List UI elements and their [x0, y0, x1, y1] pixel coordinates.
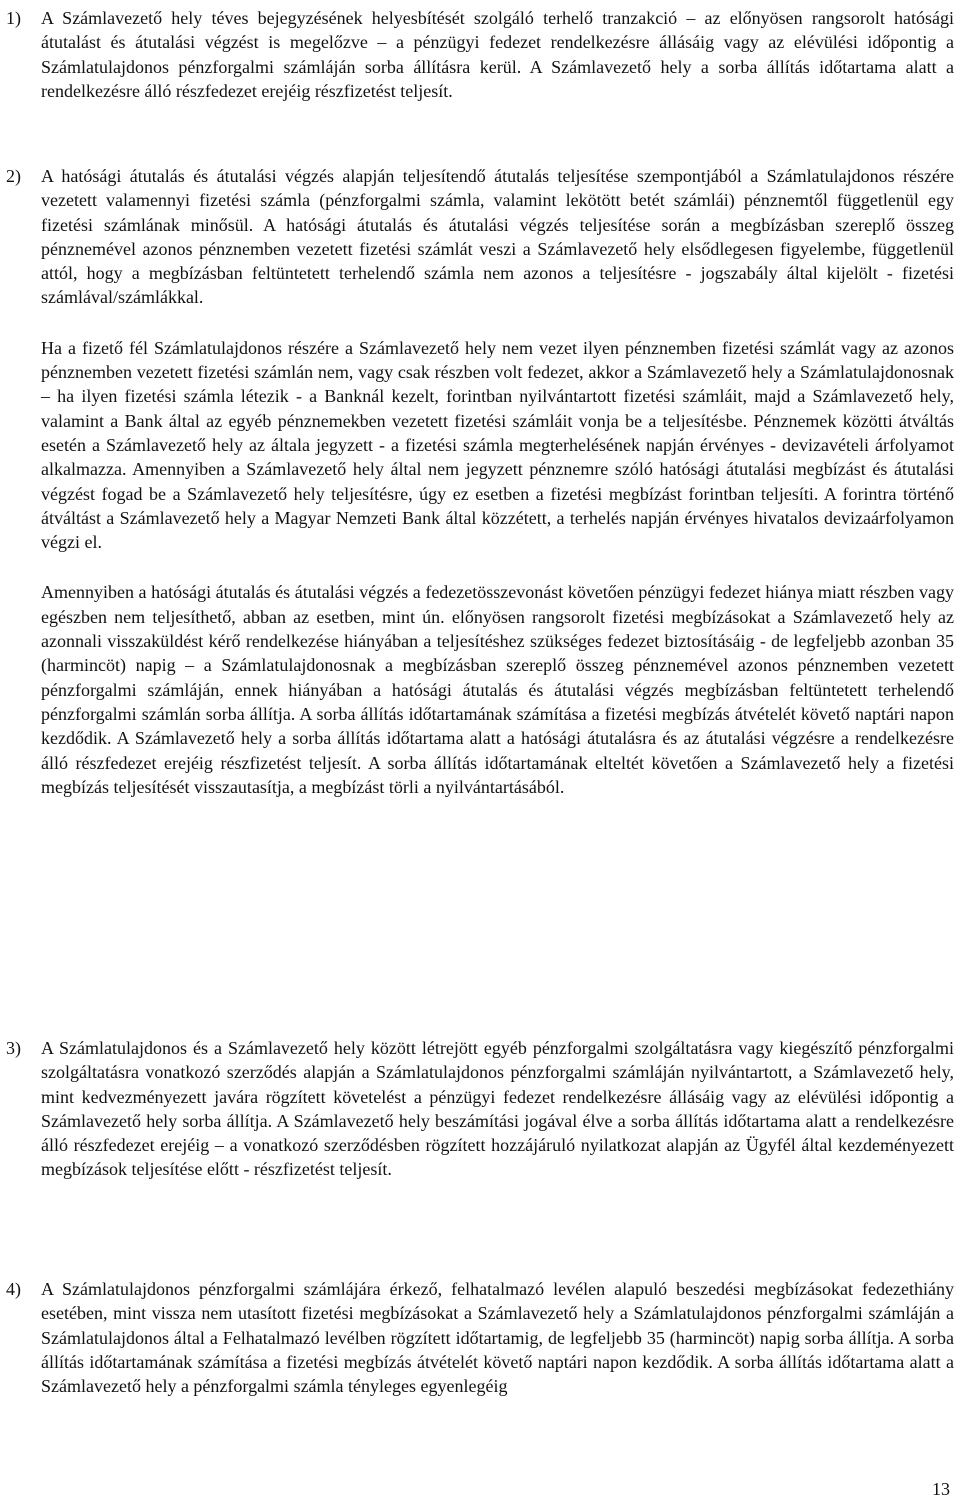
- list-item-number: 2): [6, 166, 21, 186]
- paragraph: Ha a fizető fél Számlatulajdonos részére a Számlavezető hely nem vezet ilyen pénznemben fizetési számlát vagy az azonos pénznemben vezetett fizetési számlán nem, vagy csak részben volt fedezet, akkor a Számlavezető hely a Számlatulajdonosnak – ha ilyen fizetési számla létezik - a Banknál kezelt, forintban nyilvántartott fizetési számláit, majd a Számlavezető hely, valamint a Bank által az egyéb pénznemekben vezetett fizetési számláit vonja be a teljesítésbe. Pénznemek közötti átváltás esetén a Számlavezető hely az általa jegyzett - a fizetési számla megterhelésének napján érvényes - devizavételi árfolyamot alkalmazza. Amennyiben a Számlavezető hely által nem jegyzett pénznemre szóló hatósági átutalási megbízást és átutalási végzést fogad be a Számlavezető hely teljesítésre, úgy ez esetben a fizetési megbízást forintban teljesíti. A forintra történő átváltást a Számlavezető hely a Magyar Nemzeti Bank által közzétett, a terhelés napján érvényes hivatalos devizaárfolyamon végzi el.: [41, 337, 954, 553]
- paragraph: A Számlavezető hely téves bejegyzésének helyesbítését szolgáló terhelő tranzakció – az előnyösen rangsorolt hatósági átutalást és átutalási végzést is megelőzve – a pénzügyi fedezet rendelkezésre állásáig vagy az elévülési időpontig a Számlatulajdonos pénzforgalmi számláján sorba állításra kerül. A Számlavezető hely a sorba állítás időtartama alatt a rendelkezésre álló részfedezet erejéig részfizetést teljesít.: [41, 8, 954, 101]
- paragraph: A Számlatulajdonos pénzforgalmi számlájára érkező, felhatalmazó levélen alapuló beszedési megbízásokat fedezethiány esetében, mint vissza nem utasított fizetési megbízásokat a Számlavezető hely a Számlatulajdonos pénzforgalmi számláján a Számlatulajdonos által a Felhatalmazó levélben rögzített időtartamig, de legfeljebb 35 (harmincöt) napig sorba állítja. A sorba állítás időtartamának számítása a fizetési megbízás átvételét követő naptári napon kezdődik. A sorba állítás időtartama alatt a Számlavezető hely a pénzforgalmi számla tényleges egyenlegéig: [41, 1279, 954, 1397]
- list-item-number: 1): [6, 8, 21, 28]
- list-item-3: [6, 1036, 954, 1182]
- list-item-1: [6, 6, 954, 103]
- page-number: 13: [932, 1478, 950, 1499]
- paragraph: A hatósági átutalás és átutalási végzés alapján teljesítendő átutalás teljesítése szempontjából a Számlatulajdonos részére vezetett valamennyi fizetési számla (pénzforgalmi számla, valamint lekötött betét számlái) pénznemtől függetlenül egy fizetési számlának minősül. A hatósági átutalás és átutalási végzés teljesítése során a megbízásban szereplő összeg pénznemével azonos pénznemben vezetett fizetési számlát veszi a Számlavezető hely elsődlegesen figyelembe, függetlenül attól, hogy a megbízásban feltüntetett terhelendő számla nem azonos a teljesítésre - jogszabály által kijelölt - fizetési számlával/számlákkal.: [41, 166, 954, 308]
- list-item-number: 3): [6, 1038, 21, 1058]
- list-item-2: [6, 164, 954, 799]
- paragraph: Amennyiben a hatósági átutalás és átutalási végzés a fedezetösszevonást követően pénzügyi fedezet hiánya miatt részben vagy egészben nem teljesíthető, abban az esetben, mint ún. előnyösen rangsorolt fizetési megbízásokat a Számlavezető hely az azonnali visszaküldést kérő rendelkezése hiányában a teljesítéshez szükséges fedezet biztosításáig - de legfeljebb azonban 35 (harmincöt) napig – a Számlatulajdonosnak a megbízásban szereplő összeg pénznemével azonos pénznemben vezetett pénzforgalmi számláján, ennek hiányában a hatósági átutalás és átutalási végzés megbízásban feltüntetett terhelendő pénzforgalmi számlán sorba állítja. A sorba állítás időtartamának számítása a fizetési megbízás átvételét követő naptári napon kezdődik. A Számlavezető hely a sorba állítás időtartama alatt a hatósági átutalásra és az átutalási végzésre a rendelkezésre álló részfedezet erejéig részfizetést teljesít. A sorba állítás időtartamának elteltét követően a Számlavezető hely a fizetési megbízás teljesítését visszautasítja, a megbízást törli a nyilvántartásából.: [41, 582, 954, 797]
- list-item-4: [6, 1277, 954, 1398]
- paragraph: A Számlatulajdonos és a Számlavezető hely között létrejött egyéb pénzforgalmi szolgáltatásra vagy kiegészítő pénzforgalmi szolgáltatásra vonatkozó szerződés alapján a Számlatulajdonos pénzforgalmi számláján nyilvántartott, a Számlavezető hely, mint kedvezményezett javára rögzített követelést a pénzügyi fedezet rendelkezésre állásáig vagy az elévülési időpontig a Számlavezető hely sorba állítja. A Számlavezető hely beszámítási jogával élve a sorba állítás időtartama alatt a rendelkezésre álló részfedezet erejéig – a vonatkozó szerződésben rögzített hozzájáruló nyilatkozat alapján az Ügyfél által kezdeményezett megbízások teljesítése előtt - részfizetést teljesít.: [41, 1038, 954, 1180]
- list-item-number: 4): [6, 1279, 21, 1299]
